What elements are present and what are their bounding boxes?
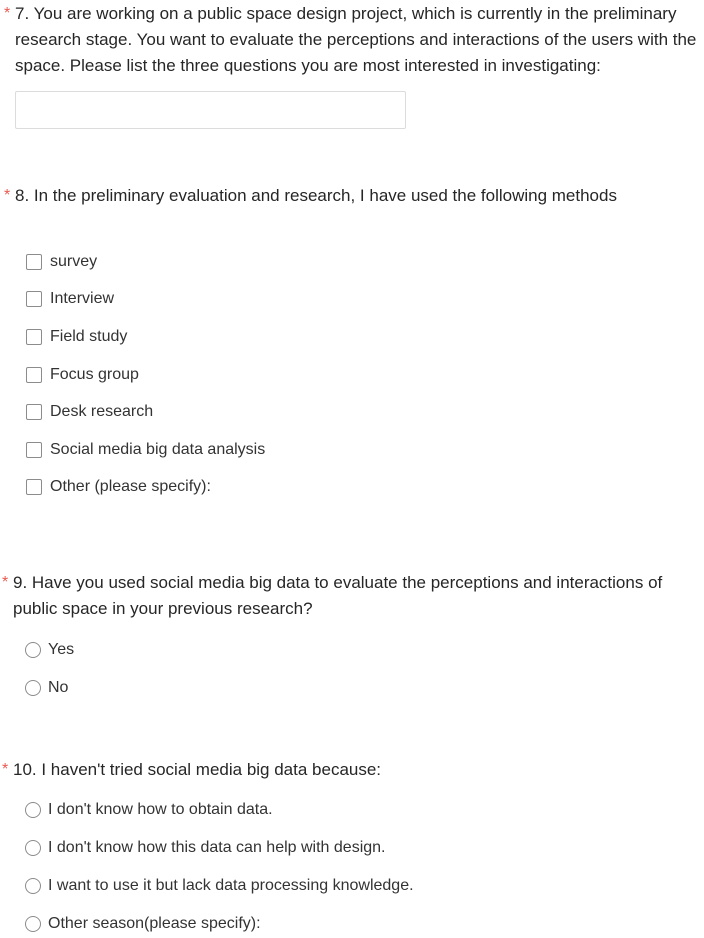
option-label: I don't know how to obtain data.: [48, 801, 273, 818]
radio-option-no[interactable]: [25, 676, 68, 700]
option-label: I want to use it but lack data processing knowledge.: [48, 877, 414, 894]
required-mark: *: [4, 5, 11, 22]
option-label: Other (please specify):: [50, 478, 211, 495]
question-7-title: 7. You are working on a public space design project, which is currently in the preliminary research stage. You want to evaluate the perceptions and interactions of the users with the space. Please list the three questions you are most interested in investigating:: [15, 4, 697, 75]
checkbox-option-focus-group[interactable]: [26, 363, 139, 387]
option-label: Social media big data analysis: [50, 441, 266, 458]
radio-option-other[interactable]: [25, 912, 261, 936]
option-label: Yes: [48, 641, 75, 658]
radio-button[interactable]: [25, 840, 41, 856]
question-8-title-row: [0, 183, 704, 209]
radio-button[interactable]: [25, 878, 41, 894]
option-label: Desk research: [50, 403, 154, 420]
question-9-title-row: [0, 570, 704, 622]
radio-option-no-data-access[interactable]: [25, 798, 273, 822]
checkbox[interactable]: [26, 479, 42, 495]
option-label: I don't know how this data can help with design.: [48, 839, 386, 856]
option-label: survey: [50, 253, 98, 270]
checkbox[interactable]: [26, 329, 42, 345]
checkbox-option-social-media[interactable]: [26, 438, 265, 462]
required-mark: *: [2, 574, 9, 591]
radio-option-yes[interactable]: [25, 638, 74, 662]
question-7: [0, 1, 704, 79]
required-mark: *: [4, 187, 11, 204]
checkbox[interactable]: [26, 367, 42, 383]
question-8: [0, 183, 704, 209]
radio-button[interactable]: [25, 916, 41, 932]
question-9: [0, 570, 704, 622]
radio-button[interactable]: [25, 642, 41, 658]
radio-option-unclear-benefit[interactable]: [25, 836, 385, 860]
question-8-title: 8. In the preliminary evaluation and research, I have used the following methods: [15, 186, 617, 205]
checkbox-option-survey[interactable]: [26, 250, 97, 274]
checkbox-option-other[interactable]: [26, 475, 211, 499]
option-label: Focus group: [50, 366, 139, 383]
question-9-title: 9. Have you used social media big data to evaluate the perceptions and interactions of public space in your previous research?: [13, 573, 663, 618]
checkbox[interactable]: [26, 442, 42, 458]
option-label: Other season(please specify):: [48, 915, 261, 932]
checkbox-option-interview[interactable]: [26, 287, 114, 311]
required-mark: *: [2, 761, 9, 778]
question-7-answer-field[interactable]: [15, 91, 406, 129]
question-7-title-row: [0, 1, 704, 79]
question-10: [0, 757, 704, 783]
question-10-title: 10. I haven't tried social media big data because:: [13, 760, 382, 779]
checkbox-option-field-study[interactable]: [26, 325, 127, 349]
checkbox[interactable]: [26, 254, 42, 270]
question-10-title-row: [0, 757, 704, 783]
option-label: No: [48, 679, 69, 696]
checkbox-option-desk-research[interactable]: [26, 400, 153, 424]
checkbox[interactable]: [26, 291, 42, 307]
option-label: Interview: [50, 290, 115, 307]
radio-button[interactable]: [25, 680, 41, 696]
radio-button[interactable]: [25, 802, 41, 818]
option-label: Field study: [50, 328, 128, 345]
checkbox[interactable]: [26, 404, 42, 420]
radio-option-lack-knowledge[interactable]: [25, 874, 414, 898]
